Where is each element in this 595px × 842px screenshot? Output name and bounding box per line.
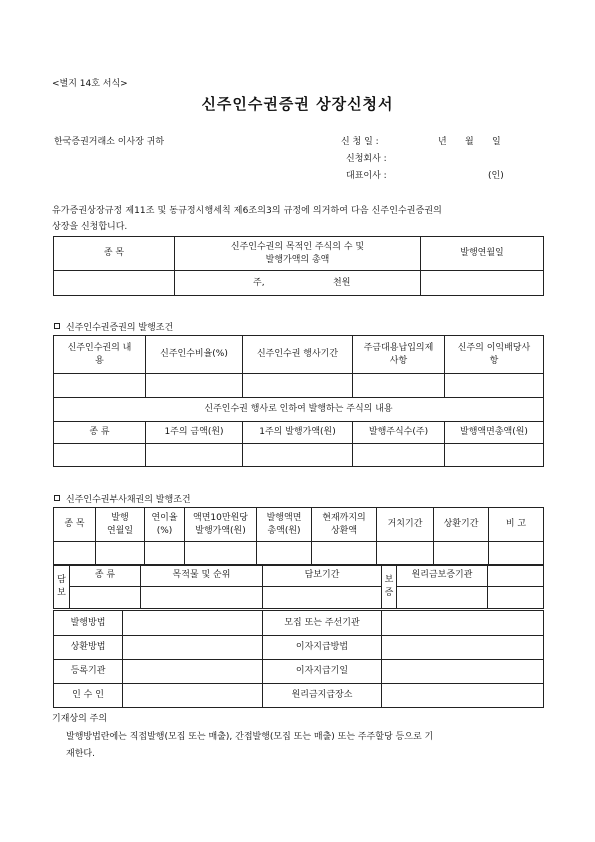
header-exercise-period: 신주인수권 행사기간	[243, 336, 353, 374]
bond-item-cell[interactable]	[54, 542, 96, 566]
seal-mark: (인)	[488, 171, 504, 181]
header-repay-period: 상환기간	[434, 508, 489, 542]
header-grace-period: 거치기간	[377, 508, 434, 542]
collateral-target-cell[interactable]	[141, 587, 263, 609]
checkbox-icon	[54, 495, 60, 501]
remarks-cell[interactable]	[489, 542, 544, 566]
payment-cell[interactable]	[353, 374, 445, 398]
header-remarks: 비 고	[489, 508, 544, 542]
collateral-guarantee-table	[53, 564, 544, 609]
redeemed-cell[interactable]	[312, 542, 377, 566]
header-warrant-content: 신주인수권의 내 용	[54, 336, 146, 374]
bond-issue-date-cell[interactable]	[96, 542, 145, 566]
repay-method-cell[interactable]	[123, 636, 263, 660]
guarantor-extra-cell[interactable]	[488, 587, 544, 609]
header-bond-item: 종 목	[54, 508, 96, 542]
registry-cell[interactable]	[123, 660, 263, 684]
addressee: 한국증권거래소 이사장 귀하	[54, 137, 165, 147]
date-label: 신 청 일 :	[341, 137, 379, 147]
payment-place-cell[interactable]	[382, 684, 544, 708]
underwriter-cell[interactable]	[123, 684, 263, 708]
header-collateral-kind: 종 류	[70, 565, 141, 587]
face-total-cell[interactable]	[257, 542, 312, 566]
label-interest-date: 이자지급기일	[263, 660, 382, 684]
annual-rate-cell[interactable]	[145, 542, 185, 566]
collateral-period-cell[interactable]	[263, 587, 382, 609]
bond-conditions-table	[53, 507, 544, 566]
header-issue-date: 발행연월일	[421, 237, 544, 271]
header-collateral-target: 목적물 및 순위	[141, 565, 263, 587]
label-underwriter: 인 수 인	[54, 684, 123, 708]
total-face-cell[interactable]	[445, 444, 544, 467]
day-label: 일	[492, 137, 501, 147]
purpose-cell[interactable]: 주, 천원	[175, 271, 421, 296]
notes-line-1: 발행방법란에는 직접발행(모집 또는 매출), 간접발행(모집 또는 매출) 또는 주주할당 등으로 기	[66, 732, 434, 742]
header-total-face: 발행액면총액(원)	[445, 422, 544, 444]
representative-label: 대표이사 :	[346, 171, 387, 181]
intro-line-1: 유가증권상장규정 제11조 및 동규정시행세칙 제6조의3의 규정에 의거하여 다음 신주인수권증권의	[52, 206, 442, 216]
header-guarantor: 원리금보증기관	[397, 565, 488, 587]
issue-date-cell[interactable]	[421, 271, 544, 296]
year-label: 년	[438, 137, 447, 147]
kind-cell[interactable]	[54, 444, 146, 467]
notes-heading: 기재상의 주의	[52, 714, 108, 724]
header-bond-issue-date: 발행 연월일	[96, 508, 145, 542]
header-price-per-100k: 액면10만원당 발행가액(원)	[185, 508, 257, 542]
interest-date-cell[interactable]	[382, 660, 544, 684]
label-registry: 등록기관	[54, 660, 123, 684]
month-label: 월	[465, 137, 474, 147]
bond-details-table	[53, 610, 544, 708]
ratio-cell[interactable]	[146, 374, 243, 398]
face-value-cell[interactable]	[146, 444, 243, 467]
agent-cell[interactable]	[382, 611, 544, 636]
repay-cell[interactable]	[434, 542, 489, 566]
interest-method-cell[interactable]	[382, 636, 544, 660]
header-issue-price: 1주의 발행가액(원)	[243, 422, 353, 444]
collateral-kind-cell[interactable]	[70, 587, 141, 609]
collateral-label: 담 보	[54, 565, 70, 609]
header-purpose: 신주인수권의 목적인 주식의 수 및 발행가액의 총액	[175, 237, 421, 271]
header-face-total: 발행액면 총액(원)	[257, 508, 312, 542]
guarantor-extra-header	[488, 565, 544, 587]
intro-line-2: 상장을 신청합니다.	[52, 222, 128, 232]
guarantee-label: 보 증	[382, 565, 397, 609]
header-redeemed: 현재까지의 상환액	[312, 508, 377, 542]
label-interest-method: 이자지급방법	[263, 636, 382, 660]
header-collateral-period: 담보기간	[263, 565, 382, 587]
shares-subtitle: 신주인수권 행사로 인하여 발행하는 주식의 내용	[54, 398, 544, 422]
share-count-cell[interactable]	[353, 444, 445, 467]
label-issue-method: 발행방법	[54, 611, 123, 636]
price-cell[interactable]	[185, 542, 257, 566]
page-title: 신주인수권증권 상장신청서	[201, 95, 394, 113]
header-subscription-ratio: 신주인수비율(%)	[146, 336, 243, 374]
header-payment-substitute: 주금대용납입의제 사항	[353, 336, 445, 374]
warrant-conditions-table	[53, 335, 544, 467]
checkbox-icon	[54, 323, 60, 329]
form-number: <별지 14호 서식>	[52, 79, 128, 89]
label-repay-method: 상환방법	[54, 636, 123, 660]
grace-cell[interactable]	[377, 542, 434, 566]
header-dividend: 신주의 이익배당사 항	[445, 336, 544, 374]
dividend-cell[interactable]	[445, 374, 544, 398]
header-annual-rate: 연이율 (%)	[145, 508, 185, 542]
label-agent: 모집 또는 주선기관	[263, 611, 382, 636]
listing-item-table	[53, 236, 544, 296]
header-kind: 종 류	[54, 422, 146, 444]
item-cell[interactable]	[54, 271, 175, 296]
company-label: 신청회사 :	[346, 154, 387, 164]
header-face-value: 1주의 금액(원)	[146, 422, 243, 444]
section-3-heading: 신주인수권부사채권의 발행조건	[54, 492, 191, 505]
header-item: 종 목	[54, 237, 175, 271]
notes-line-2: 재한다.	[66, 749, 95, 759]
warrant-content-cell[interactable]	[54, 374, 146, 398]
guarantor-cell[interactable]	[397, 587, 488, 609]
section-2-heading: 신주인수권증권의 발행조건	[54, 320, 173, 333]
label-payment-place: 원리금지급장소	[263, 684, 382, 708]
issue-price-cell[interactable]	[243, 444, 353, 467]
header-share-count: 발행주식수(주)	[353, 422, 445, 444]
issue-method-cell[interactable]	[123, 611, 263, 636]
period-cell[interactable]	[243, 374, 353, 398]
